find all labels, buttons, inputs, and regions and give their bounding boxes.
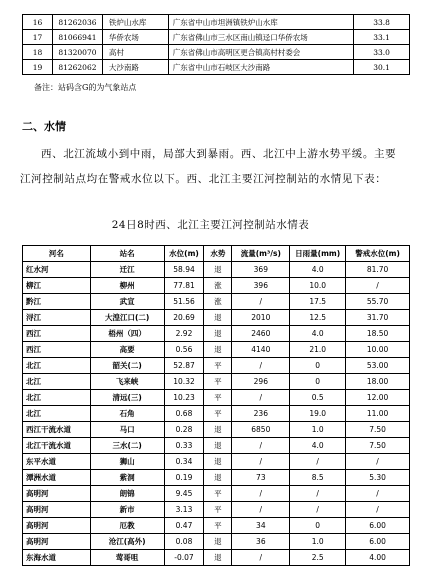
table-cell-river: 浔江 bbox=[23, 310, 91, 326]
table-cell-level: 10.23 bbox=[164, 390, 204, 406]
table-cell-flow: 34 bbox=[232, 518, 290, 534]
table-cell-warning: 11.00 bbox=[346, 406, 410, 422]
table-cell-station: 狮山 bbox=[90, 454, 164, 470]
table-cell-station: 飞来峡 bbox=[90, 374, 164, 390]
table-cell-level: 0.47 bbox=[164, 518, 204, 534]
table-row bbox=[23, 422, 410, 438]
table-row bbox=[23, 518, 410, 534]
table-cell-location: 广东省佛山市高明区更合镇高村村委会 bbox=[168, 45, 353, 60]
table-cell-trend: 退 bbox=[204, 534, 232, 550]
table-cell-no: 17 bbox=[23, 30, 53, 45]
table-cell-rain: 12.5 bbox=[290, 310, 346, 326]
table-cell-trend: 退 bbox=[204, 438, 232, 454]
table-cell-river: 北江 bbox=[23, 358, 91, 374]
table-cell-rain: 4.0 bbox=[290, 326, 346, 342]
table-cell-rain: 0 bbox=[290, 518, 346, 534]
table-cell-warning: 18.00 bbox=[346, 374, 410, 390]
table-cell-station: 马口 bbox=[90, 422, 164, 438]
table-cell-rain: 33.8 bbox=[354, 15, 410, 30]
table-cell-level: 2.92 bbox=[164, 326, 204, 342]
table-cell-warning: 55.70 bbox=[346, 294, 410, 310]
table-cell-flow: 73 bbox=[232, 470, 290, 486]
table-cell-code: 81320070 bbox=[52, 45, 102, 60]
table-cell-rain: 19.0 bbox=[290, 406, 346, 422]
table-cell-station: 厄教 bbox=[90, 518, 164, 534]
table-cell-rain: 33.1 bbox=[354, 30, 410, 45]
table-cell-flow: / bbox=[232, 454, 290, 470]
table-row bbox=[23, 358, 410, 374]
table-row bbox=[23, 294, 410, 310]
table-cell-station: 武宣 bbox=[90, 294, 164, 310]
table-cell-flow: 4140 bbox=[232, 342, 290, 358]
header-trend: 水势 bbox=[204, 246, 232, 262]
table-cell-rain: 21.0 bbox=[290, 342, 346, 358]
table-cell-warning: 53.00 bbox=[346, 358, 410, 374]
table-cell-flow: / bbox=[232, 550, 290, 566]
header-flow: 流量(m³/s) bbox=[232, 246, 290, 262]
table-cell-no: 18 bbox=[23, 45, 53, 60]
table-cell-rain: 33.0 bbox=[354, 45, 410, 60]
table-cell-trend: 平 bbox=[204, 390, 232, 406]
table-cell-station: 三水(二) bbox=[90, 438, 164, 454]
table-cell-river: 西江 bbox=[23, 342, 91, 358]
table-cell-code: 81262036 bbox=[52, 15, 102, 30]
table-cell-river: 北江 bbox=[23, 374, 91, 390]
table-cell-flow: / bbox=[232, 390, 290, 406]
header-level: 水位(m) bbox=[164, 246, 204, 262]
table-row bbox=[23, 45, 410, 60]
table-cell-trend: 平 bbox=[204, 502, 232, 518]
table-cell-station: 新市 bbox=[90, 502, 164, 518]
table-cell-level: 0.33 bbox=[164, 438, 204, 454]
table-cell-flow: / bbox=[232, 294, 290, 310]
table-cell-flow: 6850 bbox=[232, 422, 290, 438]
paragraph: 西、北江流域小到中雨，局部大到暴雨。西、北江中上游水势平缓。主要江河控制站点均在警戒水位以下。西、北江主要江河控制站的水情见下表： bbox=[20, 148, 397, 185]
table-cell-trend: 退 bbox=[204, 454, 232, 470]
table-cell-flow: / bbox=[232, 486, 290, 502]
table-cell-no: 19 bbox=[23, 60, 53, 75]
table-cell-station: 柳州 bbox=[90, 278, 164, 294]
table-cell-trend: 平 bbox=[204, 358, 232, 374]
table-row bbox=[23, 470, 410, 486]
table-cell-station: 韶关(二) bbox=[90, 358, 164, 374]
table-cell-station: 清远(三) bbox=[90, 390, 164, 406]
table-cell-rain: 0 bbox=[290, 374, 346, 390]
table-row bbox=[23, 390, 410, 406]
table-row bbox=[23, 438, 410, 454]
table-cell-trend: 平 bbox=[204, 374, 232, 390]
table-cell-river: 黔江 bbox=[23, 294, 91, 310]
table-cell-rain: 4.0 bbox=[290, 262, 346, 278]
table-cell-warning: 6.00 bbox=[346, 518, 410, 534]
table-cell-rain: 2.5 bbox=[290, 550, 346, 566]
table-cell-warning: / bbox=[346, 486, 410, 502]
table-cell-station: 高村 bbox=[102, 45, 168, 60]
table-cell-location: 广东省中山市石岐区大沙南路 bbox=[168, 60, 353, 75]
table-cell-rain: / bbox=[290, 454, 346, 470]
table-cell-rain: 1.0 bbox=[290, 534, 346, 550]
table-cell-flow: 396 bbox=[232, 278, 290, 294]
table-cell-trend: 平 bbox=[204, 518, 232, 534]
table-row bbox=[23, 550, 410, 566]
header-warning: 警戒水位(m) bbox=[346, 246, 410, 262]
table-title: 24日8时西、北江主要江河控制站水情表 bbox=[111, 219, 310, 231]
table-row bbox=[23, 30, 410, 45]
table-cell-trend: 涨 bbox=[204, 294, 232, 310]
table-cell-warning: 81.70 bbox=[346, 262, 410, 278]
table-cell-trend: 退 bbox=[204, 326, 232, 342]
table-cell-flow: 36 bbox=[232, 534, 290, 550]
table-cell-trend: 退 bbox=[204, 470, 232, 486]
table-cell-level: 52.87 bbox=[164, 358, 204, 374]
table-cell-station: 石角 bbox=[90, 406, 164, 422]
table-cell-trend: 平 bbox=[204, 406, 232, 422]
table-cell-station: 铁炉山水库 bbox=[102, 15, 168, 30]
table-cell-rain: 8.5 bbox=[290, 470, 346, 486]
table-row bbox=[23, 342, 410, 358]
table-cell-warning: 7.50 bbox=[346, 422, 410, 438]
table-cell-rain: 0 bbox=[290, 358, 346, 374]
table-cell-station: 沧江(高外) bbox=[90, 534, 164, 550]
table-row bbox=[23, 486, 410, 502]
section-title: 二、水情 bbox=[22, 120, 66, 133]
table-cell-level: 0.56 bbox=[164, 342, 204, 358]
table-cell-warning: / bbox=[346, 502, 410, 518]
table-cell-river: 高明河 bbox=[23, 486, 91, 502]
table-cell-trend: 涨 bbox=[204, 278, 232, 294]
table-row bbox=[23, 60, 410, 75]
table-cell-station: 大沙南路 bbox=[102, 60, 168, 75]
table-cell-flow: 2010 bbox=[232, 310, 290, 326]
table-cell-rain: 0.5 bbox=[290, 390, 346, 406]
table-cell-warning: 4.00 bbox=[346, 550, 410, 566]
table-cell-flow: / bbox=[232, 502, 290, 518]
header-station: 站名 bbox=[90, 246, 164, 262]
table-row bbox=[23, 310, 410, 326]
table-cell-station: 梧州（四） bbox=[90, 326, 164, 342]
table-row bbox=[23, 406, 410, 422]
table-cell-river: 红水河 bbox=[23, 262, 91, 278]
table-cell-code: 81262062 bbox=[52, 60, 102, 75]
table-cell-trend: 平 bbox=[204, 486, 232, 502]
table-cell-river: 北江 bbox=[23, 390, 91, 406]
table-cell-station: 迁江 bbox=[90, 262, 164, 278]
table-cell-warning: / bbox=[346, 454, 410, 470]
table-cell-level: 0.68 bbox=[164, 406, 204, 422]
table-cell-level: 58.94 bbox=[164, 262, 204, 278]
table-cell-rain: / bbox=[290, 502, 346, 518]
table-cell-level: 3.13 bbox=[164, 502, 204, 518]
table-row bbox=[23, 326, 410, 342]
table-cell-location: 广东省中山市坦洲镇铁炉山水库 bbox=[168, 15, 353, 30]
note-text: 备注：站码含G的为气象站点 bbox=[34, 83, 137, 92]
table-cell-warning: 5.30 bbox=[346, 470, 410, 486]
table-cell-rain: 10.0 bbox=[290, 278, 346, 294]
table-cell-rain: 4.0 bbox=[290, 438, 346, 454]
table-cell-level: 20.69 bbox=[164, 310, 204, 326]
table-cell-level: 0.28 bbox=[164, 422, 204, 438]
table-cell-warning: 7.50 bbox=[346, 438, 410, 454]
table-cell-river: 高明河 bbox=[23, 518, 91, 534]
table-row bbox=[23, 15, 410, 30]
station-rain-table bbox=[22, 14, 410, 75]
table-cell-trend: 退 bbox=[204, 310, 232, 326]
table-row bbox=[23, 374, 410, 390]
table-cell-river: 北江 bbox=[23, 406, 91, 422]
table-row bbox=[23, 454, 410, 470]
table-cell-river: 北江干流水道 bbox=[23, 438, 91, 454]
table-cell-level: 0.34 bbox=[164, 454, 204, 470]
table-cell-river: 西江干流水道 bbox=[23, 422, 91, 438]
table-cell-level: 9.45 bbox=[164, 486, 204, 502]
table-cell-rain: / bbox=[290, 486, 346, 502]
table-cell-flow: 236 bbox=[232, 406, 290, 422]
table-cell-level: 77.81 bbox=[164, 278, 204, 294]
table-cell-river: 潭洲水道 bbox=[23, 470, 91, 486]
water-level-table bbox=[22, 245, 410, 566]
table-cell-station: 紫洞 bbox=[90, 470, 164, 486]
table-cell-river: 柳江 bbox=[23, 278, 91, 294]
table-row bbox=[23, 262, 410, 278]
header-rain: 日雨量(mm) bbox=[290, 246, 346, 262]
table-row bbox=[23, 278, 410, 294]
table-cell-river: 东海水道 bbox=[23, 550, 91, 566]
table-cell-flow: 369 bbox=[232, 262, 290, 278]
table-cell-rain: 1.0 bbox=[290, 422, 346, 438]
table-cell-station: 高要 bbox=[90, 342, 164, 358]
table-cell-rain: 17.5 bbox=[290, 294, 346, 310]
table-cell-flow: / bbox=[232, 438, 290, 454]
header-river: 河名 bbox=[23, 246, 91, 262]
table-cell-trend: 退 bbox=[204, 262, 232, 278]
table-row bbox=[23, 502, 410, 518]
table-cell-river: 西江 bbox=[23, 326, 91, 342]
table-cell-warning: 12.00 bbox=[346, 390, 410, 406]
table-cell-trend: 退 bbox=[204, 422, 232, 438]
table-cell-location: 广东省佛山市三水区南山镇迳口华侨农场 bbox=[168, 30, 353, 45]
table-cell-river: 高明河 bbox=[23, 502, 91, 518]
table-row bbox=[23, 534, 410, 550]
table-cell-flow: / bbox=[232, 358, 290, 374]
table-cell-flow: 2460 bbox=[232, 326, 290, 342]
table-cell-flow: 296 bbox=[232, 374, 290, 390]
table-cell-station: 莺哥咀 bbox=[90, 550, 164, 566]
table-cell-warning: / bbox=[346, 278, 410, 294]
table-cell-river: 高明河 bbox=[23, 534, 91, 550]
table-cell-station: 华侨农场 bbox=[102, 30, 168, 45]
table-cell-level: 0.19 bbox=[164, 470, 204, 486]
table-cell-code: 81066941 bbox=[52, 30, 102, 45]
table-cell-river: 东平水道 bbox=[23, 454, 91, 470]
table-cell-station: 大湟江口(二) bbox=[90, 310, 164, 326]
table-cell-trend: 退 bbox=[204, 550, 232, 566]
table-cell-warning: 10.00 bbox=[346, 342, 410, 358]
table-cell-warning: 31.70 bbox=[346, 310, 410, 326]
table-cell-warning: 18.50 bbox=[346, 326, 410, 342]
table-cell-level: 10.32 bbox=[164, 374, 204, 390]
table-cell-level: -0.07 bbox=[164, 550, 204, 566]
table-cell-level: 51.56 bbox=[164, 294, 204, 310]
table-cell-trend: 退 bbox=[204, 342, 232, 358]
table-cell-warning: 6.00 bbox=[346, 534, 410, 550]
table-cell-station: 朗锦 bbox=[90, 486, 164, 502]
table-cell-no: 16 bbox=[23, 15, 53, 30]
table-header-row bbox=[23, 246, 410, 262]
table-cell-rain: 30.1 bbox=[354, 60, 410, 75]
table-cell-level: 0.08 bbox=[164, 534, 204, 550]
